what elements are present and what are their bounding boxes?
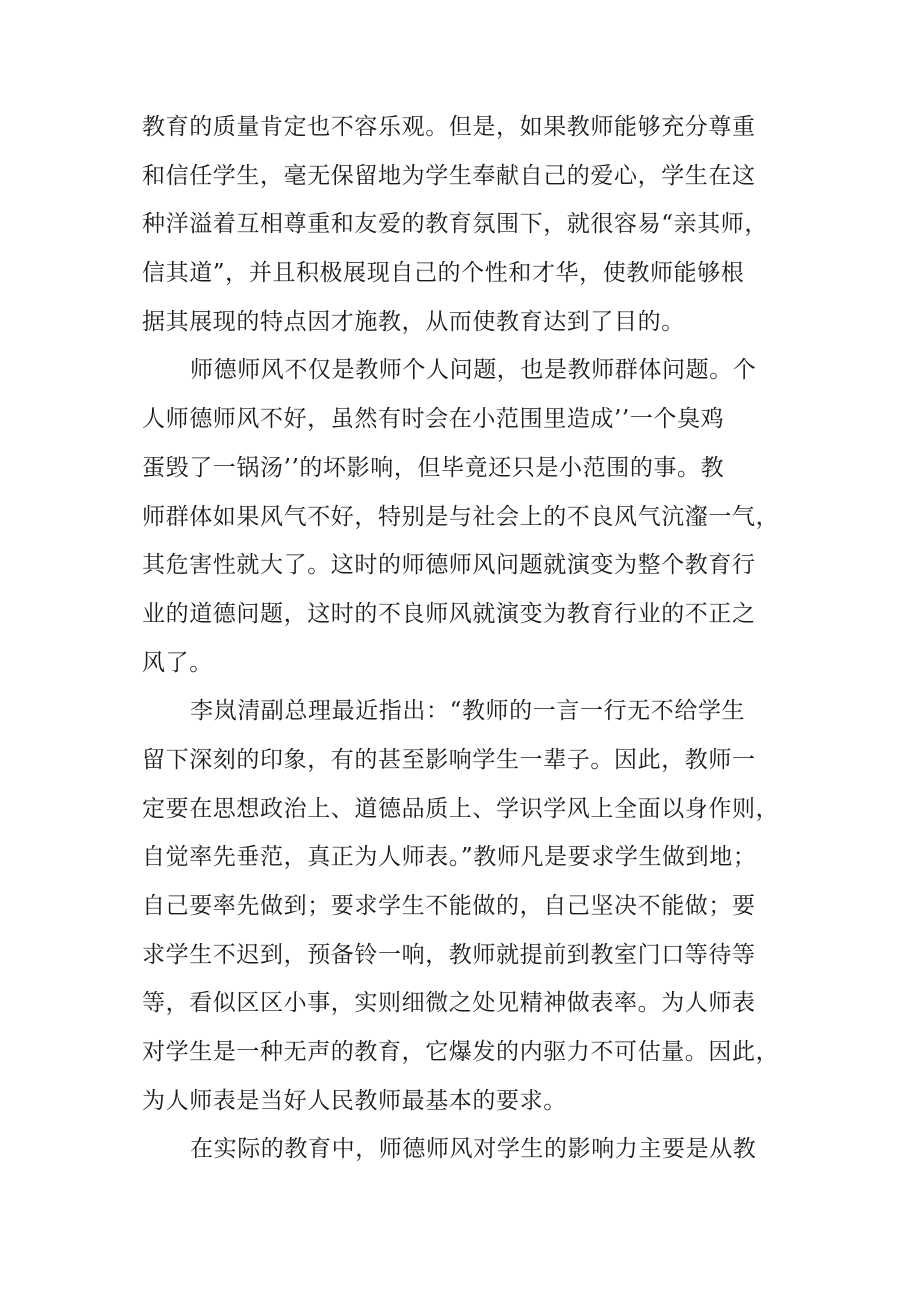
text-line: 求学生不迟到，预备铃一响，教师就提前到教室门口等待等 [142, 941, 756, 968]
paragraph-start-line: 李岚清副总理最近指出：“教师的一言一行无不给学生 [190, 698, 746, 725]
text-line: 对学生是一种无声的教育，它爆发的内驱力不可估量。因此， [142, 1039, 780, 1066]
text-line: 自己要率先做到；要求学生不能做的，自己坚决不能做；要 [142, 893, 756, 919]
text-line: 蛋毁了一锅汤’’的坏影响，但毕竟还只是小范围的事。教 [142, 454, 725, 481]
paragraph-start-line: 师德师风不仅是教师个人问题，也是教师群体问题。个 [190, 357, 757, 384]
text-line: 师群体如果风气不好，特别是与社会上的不良风气沆瀣一气， [142, 503, 780, 530]
text-line: 其危害性就大了。这时的师德师风问题就演变为整个教育行 [142, 552, 756, 579]
text-line: 自觉率先垂范，真正为人师表。”教师凡是要求学生做到地； [142, 844, 757, 871]
text-line: 为人师表是当好人民教师最基本的要求。 [142, 1087, 567, 1114]
text-line: 风了。 [142, 649, 213, 676]
text-line: 业的道德问题，这时的不良师风就演变为教育行业的不正之 [142, 600, 756, 627]
text-line: 种洋溢着互相尊重和友爱的教育氛围下，就很容易“亲其师， [142, 211, 768, 238]
text-line: 留下深刻的印象，有的甚至影响学生一辈子。因此，教师一 [142, 746, 756, 773]
text-line: 和信任学生，毫无保留地为学生奉献自己的爱心，学生在这 [142, 162, 756, 189]
paragraph-start-line: 在实际的教育中，师德师风对学生的影响力主要是从教 [190, 1136, 757, 1163]
text-line: 等，看似区区小事，实则细微之处见精神做表率。为人师表 [142, 990, 756, 1017]
text-line: 据其展现的特点因才施教，从而使教育达到了目的。 [142, 308, 685, 335]
text-line: 人师德师风不好，虽然有时会在小范围里造成’’一个臭鸡 [142, 406, 725, 433]
text-line: 信其道”，并且积极展现自己的个性和才华，使教师能够根 [142, 260, 745, 287]
text-line: 教育的质量肯定也不容乐观。但是，如果教师能够充分尊重 [142, 114, 756, 140]
body-text [142, 103, 782, 1174]
text-line: 定要在思想政治上、道德品质上、学识学风上全面以身作则， [142, 795, 780, 822]
